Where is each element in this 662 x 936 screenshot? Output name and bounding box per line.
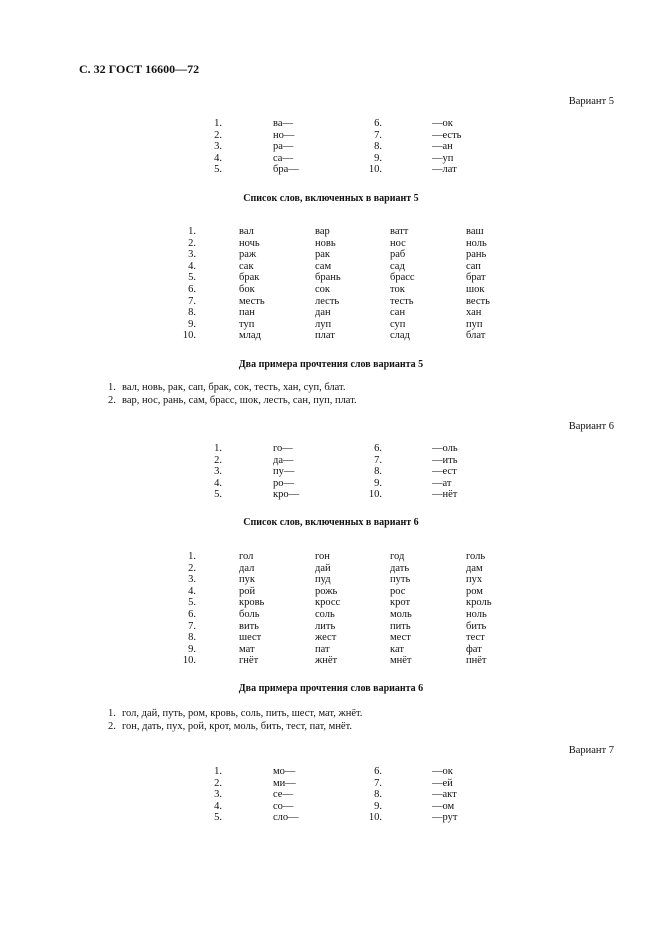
word-cell: пук [239,574,255,586]
word-number: 9. [188,318,196,330]
word-cell: мест [390,632,411,644]
word-number: 10. [182,655,196,667]
word-cell: рос [390,585,406,597]
part-number: 3. [214,141,222,153]
parts-row [0,778,662,790]
variant-label: Вариант 7 [568,745,614,756]
word-number: 6. [188,284,196,295]
word-cell: пить [390,620,411,632]
word-cell: тест [466,632,485,644]
part-number: 7. [374,454,382,466]
part-number: 4. [214,152,222,164]
word-row [0,551,662,563]
word-number: 6. [188,609,196,620]
word-cell: брасс [390,272,415,284]
word-cell: вить [239,620,259,632]
word-cell: жнёт [315,655,338,667]
part-number: 9. [374,477,382,489]
word-number: 9. [188,643,196,655]
part-fragment: кро— [273,489,300,501]
word-cell: месть [239,295,265,307]
example-text: гон, дать, пух, рой, крот, моль, бить, тест, пат, мнёт. [122,720,353,732]
part-fragment: го— [273,443,293,454]
word-row [0,609,662,621]
word-cell: суп [390,318,406,330]
part-number: 9. [374,800,382,812]
part-number: 10. [368,489,382,501]
part-number: 5. [214,812,222,824]
part-fragment: —нёт [432,489,458,501]
word-cell: весть [466,295,490,307]
part-fragment: но— [273,129,295,141]
word-row [0,632,662,644]
example-number: 2. [108,720,116,732]
part-number: 8. [374,141,382,153]
word-row [0,644,662,656]
word-number: 4. [188,585,196,597]
word-cell: гол [239,551,254,562]
word-number: 2. [188,562,196,574]
parts-row [0,118,662,130]
part-fragment: бра— [273,164,299,176]
word-cell: рак [315,249,331,261]
example-number: 1. [108,382,116,393]
word-list-title: Список слов, включенных в вариант 5 [243,193,419,204]
word-cell: жест [315,632,337,644]
part-fragment: —лат [432,164,457,176]
word-number: 10. [182,330,196,342]
word-cell: ваш [466,226,484,237]
part-fragment: се— [273,789,293,801]
example-text: вал, новь, рак, сап, брак, сок, тесть, хан, суп, блат. [122,382,346,393]
word-cell: тесть [390,295,414,307]
word-cell: крот [390,597,411,609]
word-row [0,296,662,308]
word-cell: сак [239,260,254,272]
word-number: 2. [188,237,196,249]
word-cell: нос [390,237,406,249]
word-cell: бить [466,620,487,632]
example-line [108,708,362,719]
word-number: 8. [188,307,196,319]
word-cell: ноль [466,609,487,620]
example-line [108,395,357,406]
word-cell: дам [466,562,483,574]
part-fragment: ро— [273,477,294,489]
part-number: 6. [374,118,382,129]
word-cell: ноль [466,237,487,249]
word-number: 5. [188,272,196,284]
word-cell: голь [466,551,486,562]
variant-label: Вариант 5 [568,96,614,107]
part-fragment: —ест [432,466,457,478]
word-cell: фат [466,643,482,655]
word-row [0,307,662,319]
word-cell: пат [315,643,330,655]
word-cell: брак [239,272,260,284]
word-row [0,586,662,598]
word-cell: пух [466,574,483,586]
word-cell: дал [239,562,255,574]
word-cell: ток [390,284,405,295]
word-row [0,284,662,296]
word-cell: соль [315,609,335,620]
word-cell: ром [466,585,483,597]
part-fragment: ра— [273,141,294,153]
word-cell: год [390,551,405,562]
parts-row [0,466,662,478]
part-fragment: —есть [432,129,462,141]
part-fragment: да— [273,454,294,466]
word-cell: брань [315,272,341,284]
word-cell: ватт [390,226,409,237]
word-cell: пан [239,307,255,319]
word-number: 3. [188,249,196,261]
part-fragment: мо— [273,766,296,777]
word-cell: сам [315,260,332,272]
word-cell: блат [466,330,486,342]
word-number: 8. [188,632,196,644]
parts-row [0,801,662,813]
word-row [0,226,662,238]
word-cell: раж [239,249,257,261]
parts-row [0,766,662,778]
example-line [108,721,352,732]
word-cell: лесть [315,295,340,307]
word-row [0,563,662,575]
word-cell: сок [315,284,331,295]
word-row [0,272,662,284]
word-cell: сан [390,307,406,319]
word-row [0,238,662,250]
word-cell: бок [239,284,255,295]
parts-row [0,153,662,165]
parts-row [0,478,662,490]
word-number: 7. [188,295,196,307]
part-number: 5. [214,164,222,176]
examples-title: Два примера прочтения слов варианта 6 [238,683,424,694]
word-cell: раб [390,249,406,261]
part-fragment: —ить [432,454,458,466]
part-number: 7. [374,777,382,789]
word-cell: ночь [239,237,260,249]
word-cell: пнёт [466,655,487,667]
word-cell: дан [315,307,331,319]
example-line [108,382,345,393]
part-number: 1. [214,443,222,454]
part-fragment: ми— [273,777,296,789]
parts-row [0,164,662,176]
word-cell: кровь [239,597,265,609]
part-fragment: ва— [273,118,293,129]
example-text: вар, нос, рань, сам, брасс, шок, лесть, сан, пуп, плат. [122,394,357,406]
word-cell: туп [239,318,255,330]
word-cell: хан [466,307,482,319]
word-cell: мат [239,643,255,655]
example-number: 1. [108,708,116,719]
word-row [0,249,662,261]
word-cell: сап [466,260,481,272]
word-cell: брат [466,272,486,284]
word-cell: пуп [466,318,483,330]
part-fragment: —ей [432,777,453,789]
word-cell: мнёт [390,655,412,667]
word-cell: лить [315,620,336,632]
word-cell: пуд [315,574,331,586]
part-number: 10. [368,812,382,824]
word-list-title: Список слов, включенных в вариант 6 [243,517,419,528]
word-cell: моль [390,609,412,620]
parts-row [0,789,662,801]
parts-row [0,455,662,467]
part-fragment: со— [273,800,294,812]
part-fragment: пу— [273,466,295,478]
part-fragment: —ом [432,800,455,812]
word-cell: рань [466,249,487,261]
part-number: 3. [214,789,222,801]
word-cell: шест [239,632,262,644]
part-fragment: —ок [432,118,453,129]
part-fragment: са— [273,152,293,164]
word-cell: млад [239,330,261,342]
part-number: 8. [374,789,382,801]
example-text: гол, дай, путь, ром, кровь, соль, пить, шест, мат, жнёт. [122,708,363,719]
word-cell: новь [315,237,336,249]
word-row [0,621,662,633]
word-cell: слад [390,330,410,342]
part-number: 10. [368,164,382,176]
word-number: 3. [188,574,196,586]
part-fragment: —рут [432,812,458,824]
part-fragment: —ат [432,477,452,489]
word-cell: кат [390,643,404,655]
part-number: 1. [214,766,222,777]
part-number: 4. [214,800,222,812]
part-number: 7. [374,129,382,141]
word-number: 1. [188,226,196,237]
part-number: 2. [214,777,222,789]
parts-row [0,489,662,501]
word-row [0,330,662,342]
part-number: 8. [374,466,382,478]
examples-title: Два примера прочтения слов варианта 5 [238,359,424,370]
part-fragment: —уп [432,152,454,164]
part-number: 2. [214,129,222,141]
part-number: 4. [214,477,222,489]
part-number: 9. [374,152,382,164]
parts-row [0,141,662,153]
word-cell: дай [315,562,331,574]
part-number: 6. [374,766,382,777]
word-cell: рожь [315,585,338,597]
word-cell: луп [315,318,332,330]
part-number: 5. [214,489,222,501]
word-cell: кроль [466,597,492,609]
part-fragment: —акт [432,789,457,801]
variant-label: Вариант 6 [568,421,614,432]
word-cell: сад [390,260,405,272]
word-row [0,597,662,609]
word-number: 1. [188,551,196,562]
word-cell: боль [239,609,260,620]
word-cell: плат [315,330,335,342]
part-fragment: —ан [432,141,453,153]
word-row [0,319,662,331]
word-row [0,261,662,273]
word-cell: вал [239,226,254,237]
word-cell: гнёт [239,655,259,667]
part-number: 1. [214,118,222,129]
part-fragment: —ок [432,766,453,777]
word-number: 7. [188,620,196,632]
word-number: 4. [188,260,196,272]
word-cell: кросс [315,597,341,609]
part-fragment: —оль [432,443,458,454]
part-number: 2. [214,454,222,466]
part-fragment: сло— [273,812,299,824]
word-cell: путь [390,574,411,586]
word-cell: рой [239,585,256,597]
word-number: 5. [188,597,196,609]
word-cell: шок [466,284,485,295]
example-number: 2. [108,394,116,406]
parts-row [0,130,662,142]
part-number: 3. [214,466,222,478]
word-cell: дать [390,562,410,574]
page-header: С. 32 ГОСТ 16600—72 [79,62,200,76]
word-cell: гон [315,551,330,562]
word-row [0,574,662,586]
part-number: 6. [374,443,382,454]
parts-row [0,443,662,455]
word-row [0,655,662,667]
word-cell: вар [315,226,330,237]
parts-row [0,812,662,824]
